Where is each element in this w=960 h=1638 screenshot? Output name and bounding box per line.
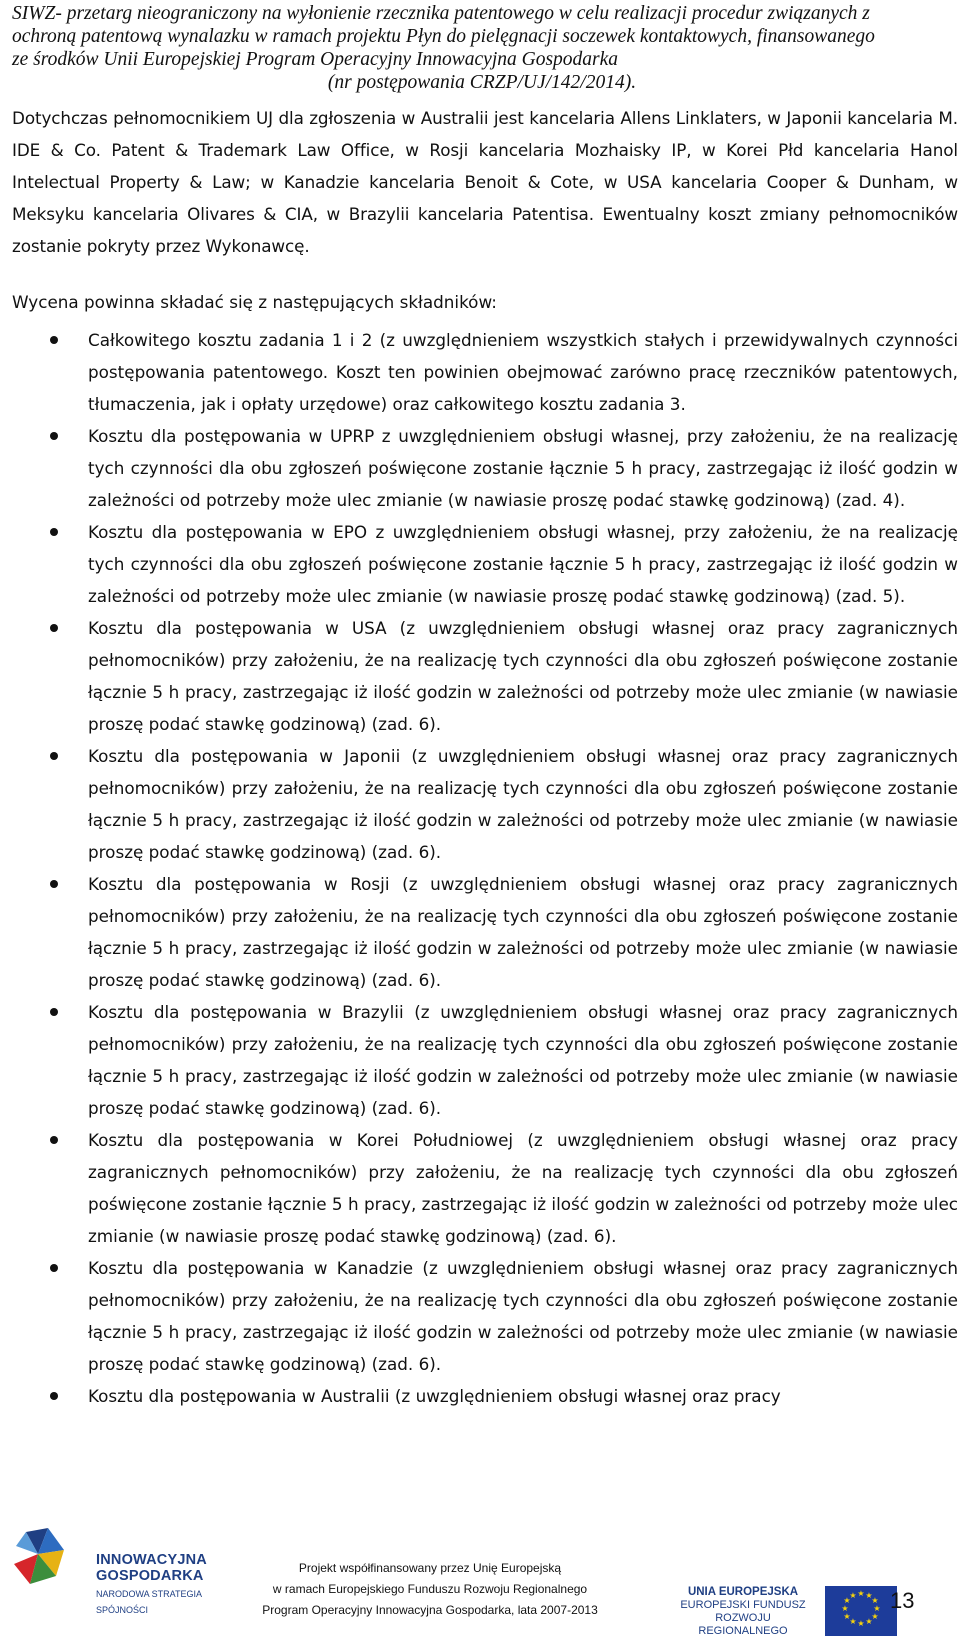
cofinancing-line: w ramach Europejskiego Funduszu Rozwoju Regionalnego [272, 1582, 588, 1596]
cofinancing-note [250, 1558, 610, 1621]
list-item [12, 740, 958, 868]
lead-paragraph: Wycena powinna składać się z następujących składników: [12, 292, 497, 312]
svg-text:★: ★ [865, 1617, 873, 1626]
list-item [12, 1124, 958, 1252]
list-item [12, 516, 958, 612]
list-item-text: Kosztu dla postępowania w Rosji (z uwzględnieniem obsługi własnej oraz pracy zagranicznych pełnomocników) przy założeniu, że na realizację tych czynności dla obu zgłoszeń poświęcone zostanie łącznie 5 h pracy, zastrzegając iż ilość godzin w zależności od potrzeby może ulec zmianie (w nawiasie proszę podać stawkę godzinową) (zad. 6). [88, 874, 958, 990]
list-item [12, 1252, 958, 1380]
innowacyjna-gospodarka-text [96, 1552, 207, 1618]
logo-line: INNOWACYJNA [96, 1552, 207, 1568]
header-line-reference: (nr postępowania CRZP/UJ/142/2014). [327, 72, 637, 93]
list-item [12, 612, 958, 740]
page-footer [0, 1500, 960, 1635]
list-item [12, 868, 958, 996]
list-item [12, 324, 958, 420]
eu-line: UNIA EUROPEJSKA [687, 1586, 799, 1598]
cost-components-list [12, 324, 958, 1412]
list-item-text: Kosztu dla postępowania w Kanadzie (z uwzględnieniem obsługi własnej oraz pracy zagranicznych pełnomocników) przy założeniu, że na realizację tych czynności dla obu zgłoszeń poświęcone zostanie łącznie 5 h pracy, zastrzegając iż ilość godzin w zależności od potrzeby może ulec zmianie (w nawiasie proszę podać stawkę godzinową) (zad. 6). [88, 1258, 958, 1374]
list-item [12, 1380, 958, 1412]
list-item [12, 420, 958, 516]
intro-paragraph: Dotychczas pełnomocnikiem UJ dla zgłoszenia w Australii jest kancelaria Allens Linklaters, w Japonii kancelaria M. IDE & Co. Patent & Trademark Law Office, w Rosji kancelaria Mozhaisky IP, w Korei Płd kancelaria Hanol Intelectual Property & Law; w Kanadzie kancelaria Benoit & Cote, w USA kancelaria Cooper & Dunham, w Meksyku kancelaria Olivares & CIA, w Brazylii kancelaria Patentisa. Ewentualny koszt zmiany pełnomocników zostanie pokryty przez Wykonawcę. [12, 108, 958, 256]
innowacyjna-gospodarka-logo [8, 1524, 207, 1615]
list-item-text: Kosztu dla postępowania w Korei Południowej (z uwzględnieniem obsługi własnej oraz pracy zagranicznych pełnomocników) przy założeniu, że na realizację tych czynności dla obu zgłoszeń poświęcone zostanie łącznie 5 h pracy, zastrzegając iż ilość godzin w zależności od potrzeby może ulec zmianie (w nawiasie proszę podać stawkę godzinową) (zad. 6). [88, 1130, 958, 1246]
document-header [12, 2, 952, 94]
svg-text:★: ★ [849, 1617, 857, 1626]
header-line: ochroną patentową wynalazku w ramach projektu Płyn do pielęgnacji soczewek kontaktowych, finansowanego [12, 26, 875, 47]
bullet-icon [50, 880, 58, 888]
list-item-text: Całkowitego kosztu zadania 1 i 2 (z uwzględnieniem wszystkich stałych i przewidywalnych czynności postępowania patentowego. Koszt ten powinien obejmować zarówno pracę rzeczników patentowych, tłumaczenia, jak i opłaty urzędowe) oraz całkowitego kosztu zadania 3. [88, 330, 958, 414]
svg-text:★: ★ [849, 1591, 857, 1600]
logo-tagline: NARODOWA STRATEGIA SPÓJNOŚCI [96, 1589, 202, 1615]
svg-text:★: ★ [871, 1596, 879, 1605]
document-body [12, 102, 958, 1412]
svg-text:★: ★ [841, 1604, 849, 1613]
svg-text:★: ★ [843, 1596, 851, 1605]
bullet-icon [50, 336, 58, 344]
list-item-text: Kosztu dla postępowania w Australii (z uwzględnieniem obsługi własnej oraz pracy [88, 1386, 781, 1406]
svg-text:★: ★ [865, 1591, 873, 1600]
eu-fund-text [678, 1586, 808, 1638]
page-number: 13 [890, 1588, 915, 1613]
eu-flag-icon [825, 1586, 897, 1636]
bullet-icon [50, 432, 58, 440]
bullet-icon [50, 1264, 58, 1272]
list-item-text: Kosztu dla postępowania w Brazylii (z uwzględnieniem obsługi własnej oraz pracy zagranicznych pełnomocników) przy założeniu, że na realizację tych czynności dla obu zgłoszeń poświęcone zostanie łącznie 5 h pracy, zastrzegając iż ilość godzin w zależności od potrzeby może ulec zmianie (w nawiasie proszę podać stawkę godzinową) (zad. 6). [88, 1002, 958, 1118]
svg-text:★: ★ [857, 1589, 865, 1598]
cofinancing-line: Program Operacyjny Innowacyjna Gospodarka, lata 2007-2013 [262, 1603, 598, 1617]
bullet-icon [50, 1136, 58, 1144]
list-item-text: Kosztu dla postępowania w EPO z uwzględnieniem obsługi własnej, przy założeniu, że na realizację tych czynności dla obu zgłoszeń poświęcone zostanie łącznie 5 h pracy, zastrzegając iż ilość godzin w zależności od potrzeby może ulec zmianie (w nawiasie proszę podać stawkę godzinową) (zad. 5). [88, 522, 958, 606]
bullet-icon [50, 624, 58, 632]
logo-line: GOSPODARKA [96, 1568, 204, 1584]
header-line: SIWZ- przetarg nieograniczony na wyłonienie rzecznika patentowego w celu realizacji procedur związanych z [12, 3, 870, 24]
svg-text:★: ★ [857, 1619, 865, 1628]
innowacyjna-gospodarka-logo-icon [8, 1524, 84, 1594]
svg-text:★: ★ [843, 1612, 851, 1621]
list-item-text: Kosztu dla postępowania w Japonii (z uwzględnieniem obsługi własnej oraz pracy zagranicznych pełnomocników) przy założeniu, że na realizację tych czynności dla obu zgłoszeń poświęcone zostanie łącznie 5 h pracy, zastrzegając iż ilość godzin w zależności od potrzeby może ulec zmianie (w nawiasie proszę podać stawkę godzinową) (zad. 6). [88, 746, 958, 862]
svg-text:★: ★ [873, 1604, 881, 1613]
eu-line: ROZWOJU REGIONALNEGO [698, 1612, 788, 1637]
bullet-icon [50, 528, 58, 536]
svg-text:★: ★ [871, 1612, 879, 1621]
cofinancing-line: Projekt współfinansowany przez Unię Europejską [298, 1561, 562, 1575]
list-item-text: Kosztu dla postępowania w UPRP z uwzględnieniem obsługi własnej, przy założeniu, że na realizację tych czynności dla obu zgłoszeń poświęcone zostanie łącznie 5 h pracy, zastrzegając iż ilość godzin w zależności od potrzeby może ulec zmianie (w nawiasie proszę podać stawkę godzinową) (zad. 4). [88, 426, 958, 510]
bullet-icon [50, 1392, 58, 1400]
eu-line: EUROPEJSKI FUNDUSZ [680, 1599, 806, 1611]
header-line: ze środków Unii Europejskiej Program Operacyjny Innowacyjna Gospodarka [12, 49, 619, 70]
list-item [12, 996, 958, 1124]
list-item-text: Kosztu dla postępowania w USA (z uwzględnieniem obsługi własnej oraz pracy zagranicznych pełnomocników) przy założeniu, że na realizację tych czynności dla obu zgłoszeń poświęcone zostanie łącznie 5 h pracy, zastrzegając iż ilość godzin w zależności od potrzeby może ulec zmianie (w nawiasie proszę podać stawkę godzinową) (zad. 6). [88, 618, 958, 734]
bullet-icon [50, 1008, 58, 1016]
bullet-icon [50, 752, 58, 760]
